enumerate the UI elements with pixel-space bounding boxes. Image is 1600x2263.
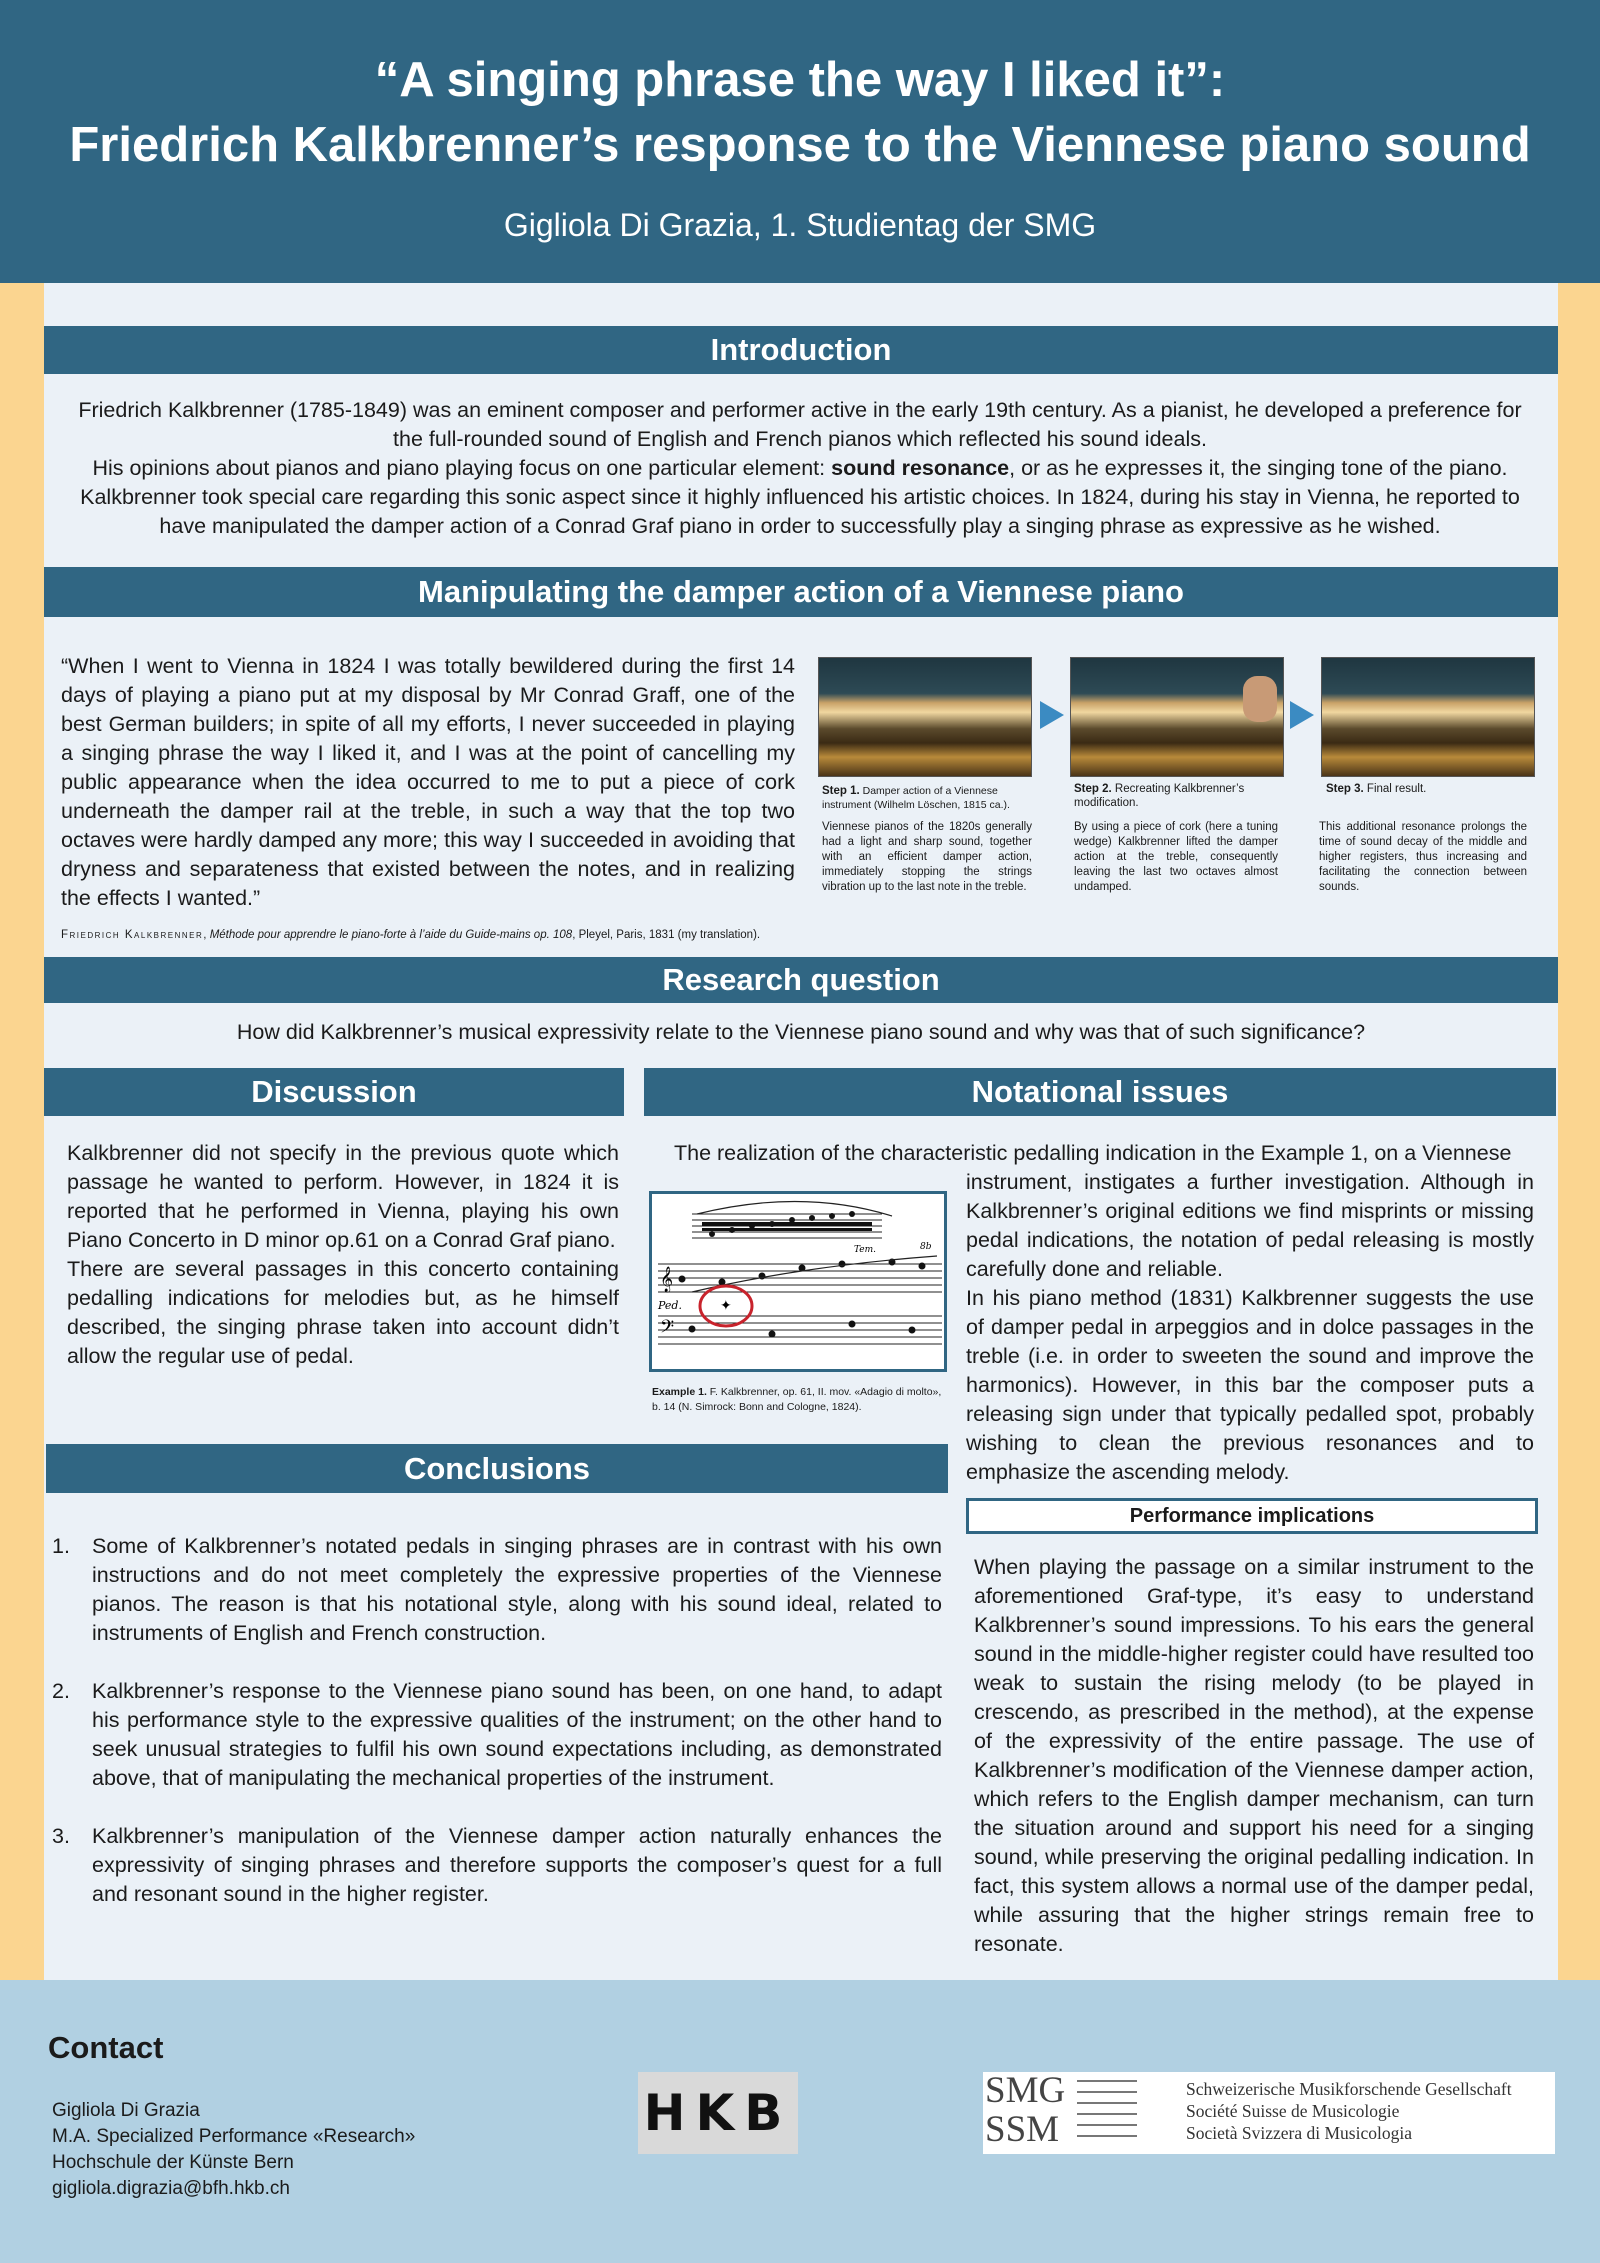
conclusion-item	[52, 1677, 942, 1793]
notational-issues-heading: Notational issues	[644, 1068, 1556, 1116]
step-2-photo	[1070, 657, 1284, 777]
step-1-photo	[818, 657, 1032, 777]
conclusion-text: Some of Kalkbrenner’s notated pedals in singing phrases are in contrast with his own instructions and do not meet completely the expressive properties of the Viennese pianos. The reason is that his notational style, along with his sound ideal, related to instruments of English and French construction.	[92, 1534, 942, 1645]
performance-implications-heading: Performance implications	[966, 1498, 1538, 1534]
smg-logo	[983, 2072, 1555, 2154]
conclusion-number: 3.	[52, 1824, 70, 1848]
society-name-de: Schweizerische Musikforschende Gesellschaft	[1186, 2079, 1512, 2099]
step-1-caption	[822, 784, 1012, 812]
pedal-release-icon: ✦	[720, 1298, 732, 1314]
kalkbrenner-quote: “When I went to Vienna in 1824 I was totally bewildered during the first 14 days of playing a piano put at my disposal by Mr Conrad Graff, one of the best German builders; in spite of all my efforts, I never succeeded in playing a singing phrase the way I liked it, and I was at the point of cancelling my public appearance when the idea occurred to me to put a piece of cork underneath the damper rail at the treble, in such a way that the top two octaves were hardly damped any more; this way I succeeded in avoiding that dryness and separateness that existed between the notes, and in realizing the effects I wanted.”	[61, 654, 795, 910]
conclusions-heading: Conclusions	[46, 1444, 948, 1493]
step-2-caption-text: Recreating Kalkbrenner’s modification.	[1074, 783, 1245, 809]
score-octave-mark: 8b	[920, 1242, 932, 1252]
step-2-label: Step 2.	[1074, 783, 1112, 795]
intro-paragraph-2-end: , or as he expresses it, the singing tone of the piano. Kalkbrenner took special care regarding this sonic aspect since it highly influenced his artistic choices. In 1824, during his stay in Vienna, he reported to have manipulated the damper action of a Conrad Graf piano in order to successfully play a singing phrase as expressive as he wished.	[80, 456, 1520, 538]
author-line: Gigliola Di Grazia, 1. Studientag der SMG	[503, 207, 1097, 243]
score-example-image	[649, 1191, 947, 1372]
contact-email[interactable]: gigliola.digrazia@bfh.hkb.ch	[52, 2178, 290, 2199]
source-publisher: , Pleyel, Paris, 1831 (my translation).	[572, 929, 761, 941]
contact-school: Hochschule der Künste Bern	[52, 2152, 294, 2173]
step-2-caption	[1074, 782, 1274, 810]
tuning-wedge-hand	[1243, 676, 1277, 722]
conclusion-item	[52, 1532, 942, 1648]
discussion-text	[67, 1139, 619, 1371]
source-title: Méthode pour apprendre le piano-forte à l’aide du Guide-mains op. 108	[209, 929, 573, 941]
notational-text	[966, 1168, 1534, 1487]
contact-degree: M.A. Specialized Performance «Research»	[52, 2126, 416, 2147]
contact-footer	[0, 1980, 1600, 2263]
intro-paragraph-1: Friedrich Kalkbrenner (1785-1849) was an eminent composer and performer active in the early 19th century. As a pianist, he developed a preference for the full-rounded sound of English and French pianos which reflected his sound ideals.	[78, 398, 1522, 451]
score-tempo-mark: Tem.	[854, 1245, 877, 1255]
title-line-1: “A singing phrase the way I liked it”:	[374, 53, 1226, 107]
arrow-icon	[1290, 701, 1314, 729]
conclusion-text: Kalkbrenner’s manipulation of the Viennese damper action naturally enhances the expressivity of singing phrases and therefore supports the composer’s quest for a full and resonant sound in the higher register.	[92, 1824, 942, 1906]
hkb-logo	[638, 2072, 798, 2154]
svg-text:𝄢: 𝄢	[660, 1317, 675, 1342]
intro-paragraph-2-start: His opinions about pianos and piano playing focus on one particular element:	[92, 456, 832, 480]
society-names	[1186, 2078, 1512, 2144]
score-ped-mark: Ped.	[658, 1299, 682, 1312]
discussion-paragraph-2: There are several passages in this concerto containing pedalling indications for melodies but, as he himself described, the singing phrase taken into account didn’t allow the regular use of pedal.	[67, 1257, 619, 1368]
example-label: Example 1.	[652, 1386, 707, 1398]
arrow-icon	[1040, 701, 1064, 729]
score-svg	[652, 1194, 944, 1369]
step-3-description: This additional resonance prolongs the time of sound decay of the middle and higher registers, thus increasing and facilitating the connection between sounds.	[1319, 821, 1527, 893]
example-caption-text: F. Kalkbrenner, op. 61, II. mov. «Adagio di molto», b. 14 (N. Simrock: Bonn and Cologne, 1824).	[652, 1386, 942, 1413]
step-3-caption-text: Final result.	[1363, 783, 1427, 795]
step-3-photo	[1321, 657, 1535, 777]
contact-name: Gigliola Di Grazia	[52, 2100, 200, 2121]
logo-lines	[1077, 2080, 1137, 2137]
contact-details	[52, 2098, 415, 2202]
step-2-description: By using a piece of cork (here a tuning wedge) Kalkbrenner lifted the damper action at the treble, consequently leaving the last two octaves almost undamped.	[1074, 821, 1278, 893]
conclusion-number: 1.	[52, 1534, 70, 1558]
step-1-caption-text: Damper action of a Viennese instrument (Wilhelm Löschen, 1815 ca.).	[822, 785, 1010, 811]
source-author: Friedrich Kalkbrenner	[61, 929, 204, 941]
society-name-fr: Société Suisse de Musicologie	[1186, 2101, 1400, 2121]
damper-heading: Manipulating the damper action of a Viennese piano	[44, 567, 1558, 617]
research-question-text: How did Kalkbrenner’s musical expressivity relate to the Viennese piano sound and why was that of such significance?	[236, 1020, 1366, 1044]
conclusion-item	[52, 1822, 942, 1909]
ssm-logo-text: SSM	[985, 2109, 1060, 2150]
conclusion-number: 2.	[52, 1679, 70, 1703]
discussion-paragraph-1: Kalkbrenner did not specify in the previous quote which passage he wanted to perform. However, in 1824 it is reported that he performed in Vienna, playing his own Piano Concerto in D minor op.61 on a Conrad Graf piano.	[67, 1141, 619, 1252]
svg-text:𝄞: 𝄞	[660, 1267, 674, 1292]
notational-paragraph-1: instrument, instigates a further investigation. Although in Kalkbrenner’s original editions we find misprints or missing pedal indications, the notation of pedal releasing is mostly carefully done and reliable.	[966, 1170, 1534, 1281]
example-caption	[652, 1385, 952, 1415]
society-name-it: Società Svizzera di Musicologia	[1186, 2123, 1412, 2143]
introduction-heading: Introduction	[44, 326, 1558, 374]
notational-paragraph-2: In his piano method (1831) Kalkbrenner suggests the use of damper pedal in arpeggios and in dolce passages in the treble (i.e. in order to sweeten the sound and improve the harmonics). However, in this bar the composer puts a releasing sign under that typically pedalled spot, probably wishing to clean the previous resonances and to emphasize the ascending melody.	[966, 1286, 1534, 1484]
conclusion-text: Kalkbrenner’s response to the Viennese piano sound has been, on one hand, to adapt his performance style to the expressive qualities of the instrument; on the other hand to seek unusual strategies to fulfil his own sound expectations including, as demonstrated above, that of manipulating the mechanical properties of the instrument.	[92, 1679, 942, 1790]
introduction-text	[78, 396, 1522, 541]
step-3-label: Step 3.	[1326, 783, 1364, 795]
intro-bold-term: sound resonance	[831, 456, 1010, 480]
step-3-caption	[1326, 782, 1526, 796]
conclusions-list	[52, 1532, 942, 1938]
notational-first-line: The realization of the characteristic pedalling indication in the Example 1, on a Viennese	[674, 1141, 1512, 1165]
performance-implications-text: When playing the passage on a similar instrument to the aforementioned Graf-type, it’s easy to understand Kalkbrenner’s sound impressions. To his ears the general sound in the middle-higher register could have resulted too weak to sustain the rising melody (to be played in crescendo, as prescribed in the method), at the expense of the expressivity of the entire passage. The use of Kalkbrenner’s modification of the Viennese damper action, which refers to the English damper mechanism, can turn the situation around and support his need for a singing sound, while preserving the original pedalling indication. In fact, this system allows a normal use of the damper pedal, while assuring that the higher strings remain free to resonate.	[974, 1555, 1534, 1956]
hkb-logo-text: HKB	[643, 2084, 793, 2142]
research-question-heading: Research question	[44, 957, 1558, 1003]
discussion-heading: Discussion	[44, 1068, 624, 1116]
poster-header	[0, 0, 1600, 283]
quote-source: Friedrich Kalkbrenner, Méthode pour apprendre le piano-forte à l’aide du Guide-mains op. 108, Pleyel, Paris, 1831 (my translation).	[61, 929, 761, 941]
step-1-label: Step 1.	[822, 785, 860, 797]
contact-heading: Contact	[48, 2030, 164, 2065]
step-1-description: Viennese pianos of the 1820s generally had a light and sharp sound, together with an efficient damper action, immediately stopping the strings vibration up to the last note in the treble.	[822, 821, 1032, 893]
title-line-2: Friedrich Kalkbrenner’s response to the Viennese piano sound	[69, 118, 1531, 172]
smg-logo-text: SMG	[985, 2070, 1066, 2111]
